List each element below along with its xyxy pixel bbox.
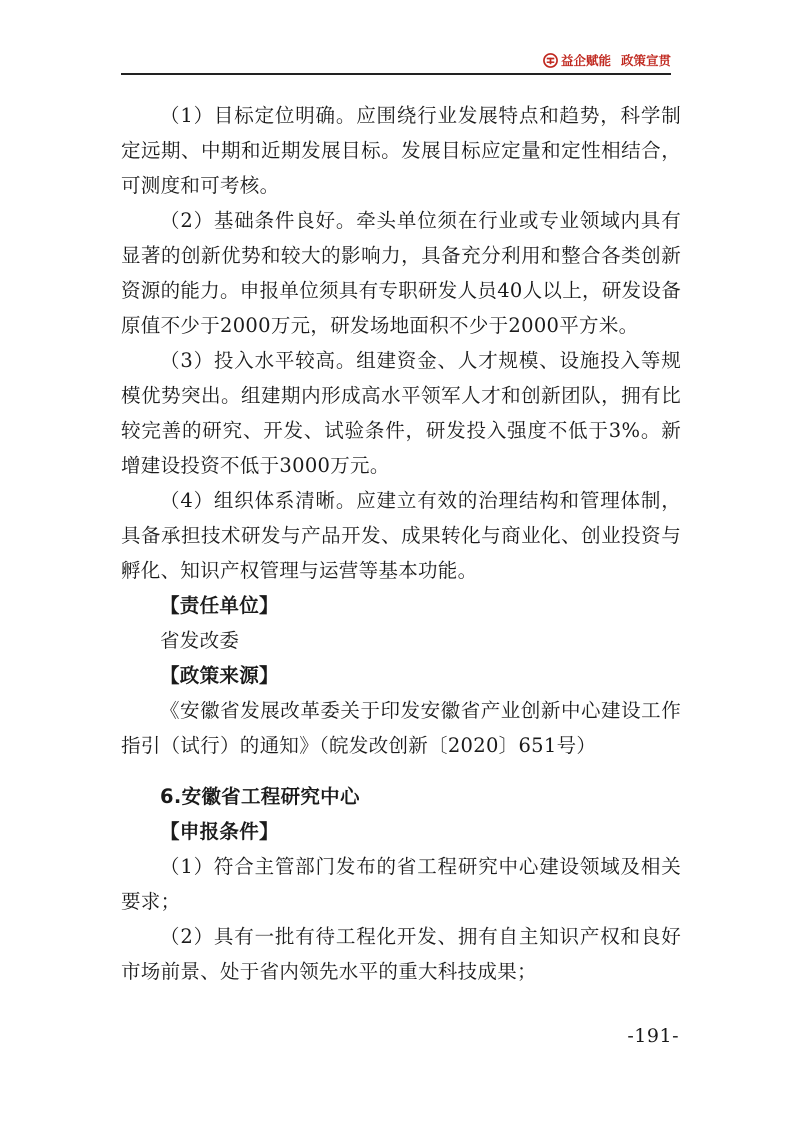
paragraph-goal: （1）目标定位明确。应围绕行业发展特点和趋势，科学制定远期、中期和近期发展目标。发展目标应定量和定性相结合，可测度和可考核。 (121, 104, 681, 197)
condition-item: （1）符合主管部门发布的省工程研究中心建设领域及相关要求； (121, 855, 681, 913)
page-header (121, 46, 671, 76)
responsible-unit: 省发改委 (160, 629, 240, 652)
brand (543, 51, 671, 69)
brand-tagline: 政策宣贯 (620, 53, 671, 68)
application-conditions-heading: 【申报条件】 (160, 820, 279, 843)
policy-source: 《安徽省发展改革委关于印发安徽省产业创新中心建设工作指引（试行）的通知》（皖发改创新〔2020〕651号） (121, 699, 681, 757)
responsible-unit-heading: 【责任单位】 (160, 594, 279, 617)
header-rule (121, 73, 671, 75)
paragraph-organization: （4）组织体系清晰。应建立有效的治理结构和管理体制，具备承担技术研发与产品开发、成果转化与商业化、创业投资与孵化、知识产权管理与运营等基本功能。 (121, 489, 681, 582)
page-body (121, 98, 681, 989)
condition-item: （2）具有一批有待工程化开发、拥有自主知识产权和良好市场前景、处于省内领先水平的重大科技成果； (121, 925, 681, 983)
section-title: 6.安徽省工程研究中心 (160, 785, 360, 808)
paragraph-foundation: （2）基础条件良好。牵头单位须在行业或专业领域内具有显著的创新优势和较大的影响力，具备充分利用和整合各类创新资源的能力。申报单位须具有专职研发人员40人以上，研发设备原值不少于2000万元，研发场地面积不少于2000平方米。 (121, 209, 682, 337)
policy-source-heading: 【政策来源】 (160, 664, 279, 687)
paragraph-investment: （3）投入水平较高。组建资金、人才规模、设施投入等规模优势突出。组建期内形成高水平领军人才和创新团队，拥有比较完善的研究、开发、试验条件，研发投入强度不低于3%。新增建设投资不低于3000万元。 (121, 349, 681, 477)
brand-logo-icon (543, 53, 558, 68)
page-number: -191- (627, 1025, 679, 1047)
brand-name: 益企赋能 (560, 53, 611, 68)
